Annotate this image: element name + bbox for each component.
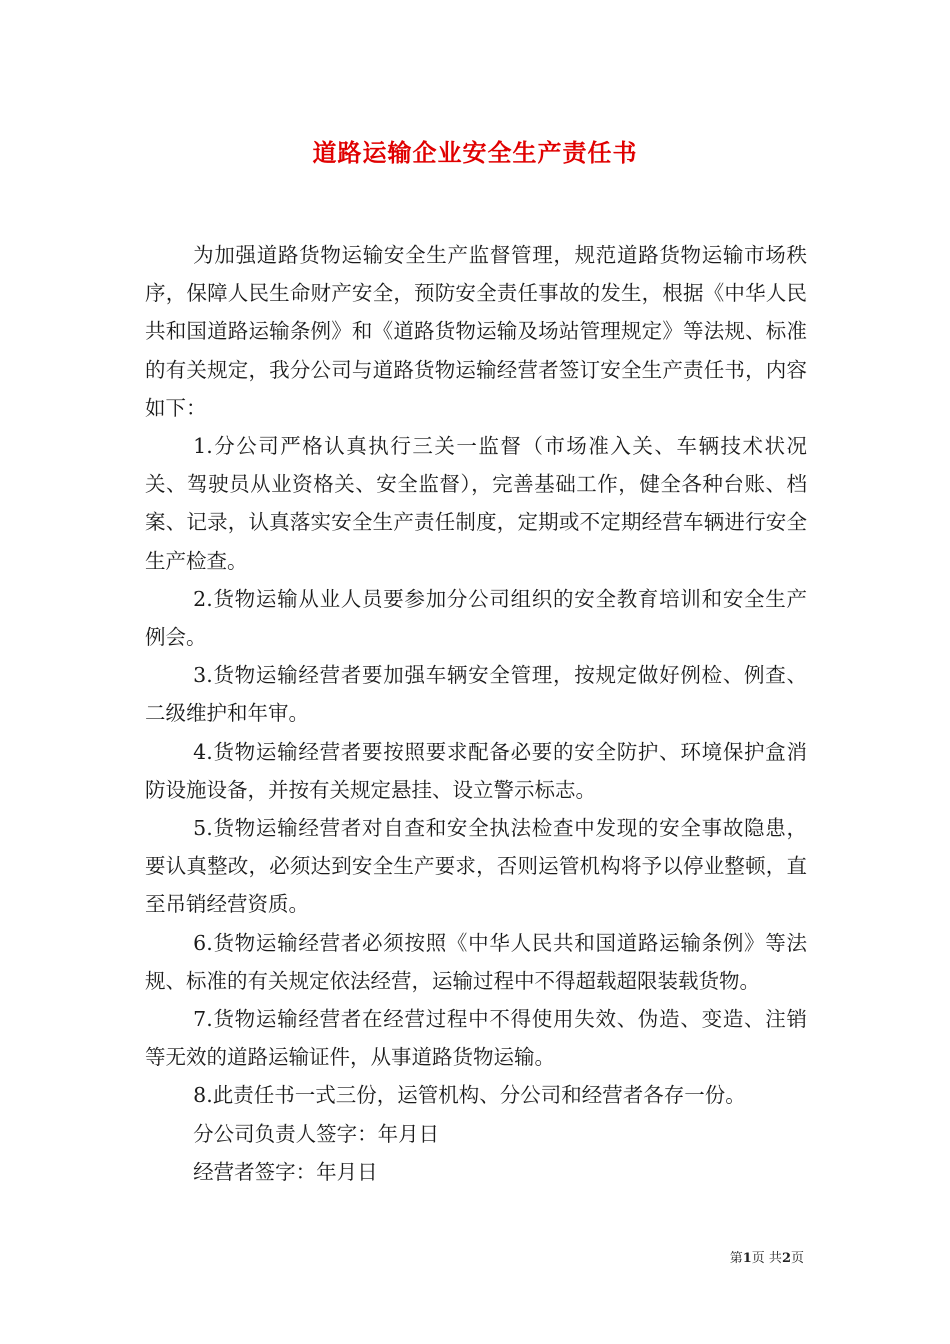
page-number-footer — [730, 1247, 804, 1266]
clause-8: 8.此责任书一式三份，运管机构、分公司和经营者各存一份。 — [193, 1083, 746, 1108]
document-body — [145, 236, 807, 1191]
clause-3: 3.货物运输经营者要加强车辆安全管理，按规定做好例检、例查、二级维护和年审。 — [145, 663, 807, 726]
footer-prefix: 第 — [729, 1251, 743, 1266]
footer-current-page: 1 — [742, 1251, 752, 1266]
clause-4: 4.货物运输经营者要按照要求配备必要的安全防护、环境保护盒消防设施设备，并按有关规定悬挂、设立警示标志。 — [145, 739, 807, 802]
signature-branch-line: 分公司负责人签字：年月日 — [193, 1121, 440, 1146]
footer-middle: 页 共 — [751, 1251, 782, 1266]
clause-1: 1.分公司严格认真执行三关一监督（市场准入关、车辆技术状况关、驾驶员从业资格关、安全监督），完善基础工作，健全各种台账、档案、记录，认真落实安全生产责任制度，定期或不定期经营车辆进行安全生产检查。 — [145, 434, 807, 573]
clause-6: 6.货物运输经营者必须按照《中华人民共和国道路运输条例》等法规、标准的有关规定依法经营，运输过程中不得超载超限装载货物。 — [145, 930, 807, 993]
clause-5: 5.货物运输经营者对自查和安全执法检查中发现的安全事故隐患，要认真整改，必须达到安全生产要求，否则运管机构将予以停业整顿，直至吊销经营资质。 — [145, 816, 807, 917]
document-title: 道路运输企业安全生产责任书 — [312, 138, 638, 167]
footer-total-pages: 2 — [781, 1251, 791, 1266]
clause-7: 7.货物运输经营者在经营过程中不得使用失效、伪造、变造、注销等无效的道路运输证件，从事道路货物运输。 — [145, 1007, 807, 1070]
signature-operator-line: 经营者签字：年月日 — [193, 1159, 378, 1184]
footer-suffix: 页 — [790, 1251, 804, 1266]
intro-paragraph: 为加强道路货物运输安全生产监督管理，规范道路货物运输市场秩序，保障人民生命财产安全，预防安全责任事故的发生，根据《中华人民共和国道路运输条例》和《道路货物运输及场站管理规定》等法规、标准的有关规定，我分公司与道路货物运输经营者签订安全生产责任书，内容如下： — [145, 243, 807, 420]
clause-2: 2.货物运输从业人员要参加分公司组织的安全教育培训和安全生产例会。 — [145, 586, 807, 650]
